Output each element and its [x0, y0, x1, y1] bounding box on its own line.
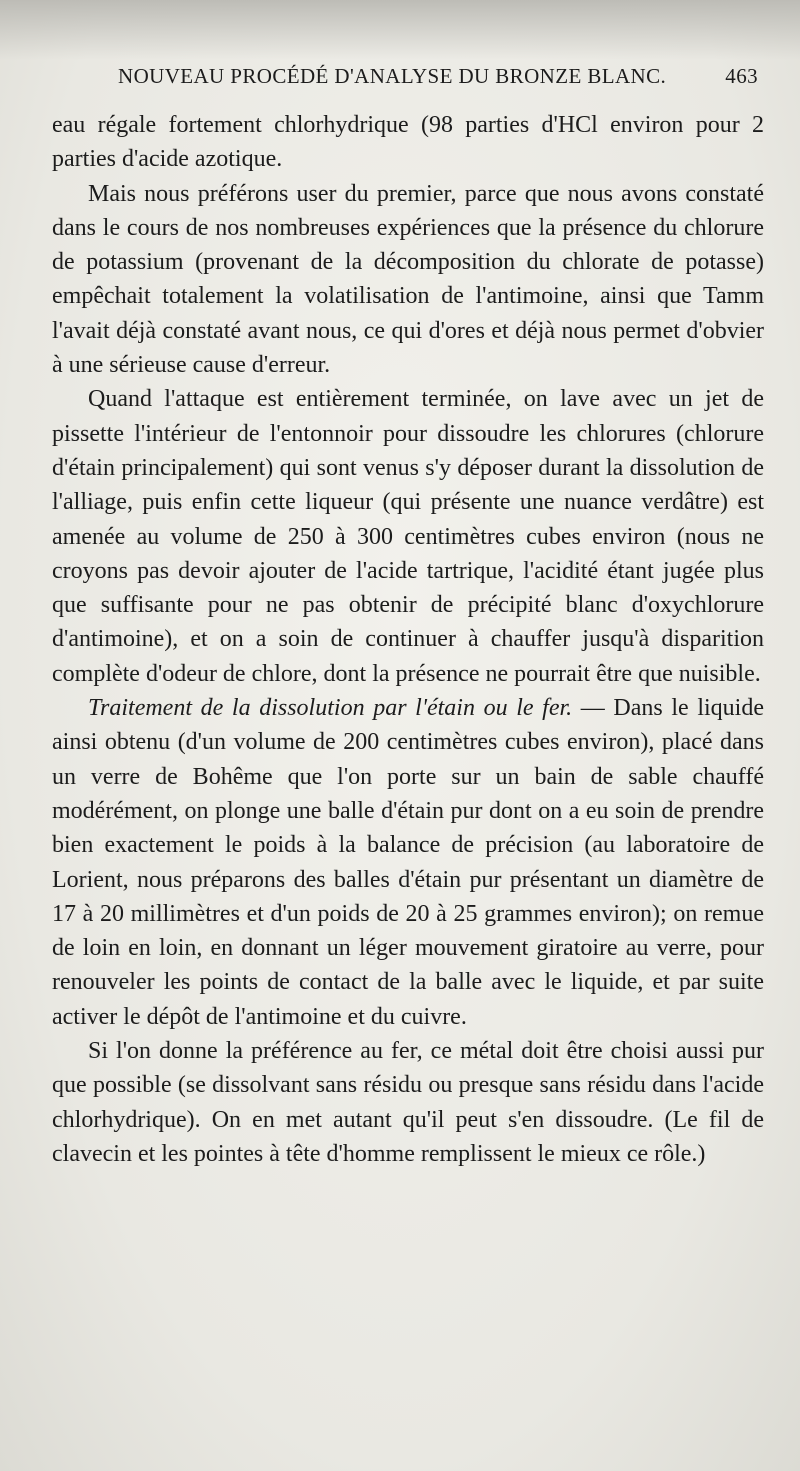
- body-text: [52, 108, 764, 1171]
- paragraph-continued: eau régale fortement chlorhydrique (98 parties d'HCl environ pour 2 parties d'acide azotique.: [52, 112, 764, 173]
- running-head: [118, 64, 758, 94]
- paragraph-preference: Mais nous préférons user du premier, parce que nous avons constaté dans le cours de nos nombreuses expériences que la présence du chlorure de potassium (provenant de la décomposition du chlorate de potasse) empêchait totalement la volatilisation de l'antimoine, ainsi que Tamm l'avait déjà constaté avant nous, ce qui d'ores et déjà nous permet d'obvier à une sérieuse cause d'erreur.: [52, 180, 764, 379]
- page-number: 463: [725, 64, 758, 88]
- paragraph-attack: Quand l'attaque est entièrement terminée, on lave avec un jet de pissette l'intérieur de l'entonnoir pour dissoudre les chlorures (chlorure d'étain principalement) qui sont venus s'y déposer durant la dissolution de l'alliage, puis enfin cette liqueur (qui présente une nuance verdâtre) est amenée au volume de 250 à 300 centimètres cubes environ (nous ne croyons pas devoir ajouter de l'acide tartrique, l'acidité étant jugée plus que suffisante pour ne pas obtenir de précipité blanc d'oxychlorure d'antimoine), et on a soin de continuer à chauffer jusqu'à disparition complète d'odeur de chlore, dont la présence ne pourrait être que nuisible.: [52, 386, 764, 687]
- running-title: NOUVEAU PROCÉDÉ D'ANALYSE DU BRONZE BLANC.: [118, 64, 667, 88]
- treatment-text: — Dans le liquide ainsi obtenu (d'un volume de 200 centimètres cubes environ), placé dans un verre de Bohême que l'on porte sur un bain de sable chauffé modérément, on plonge une balle d'étain pur dont on a eu soin de prendre bien exactement le poids à la balance de précision (au laboratoire de Lorient, nous préparons des balles d'étain pur présentant un diamètre de 17 à 20 millimètres et d'un poids de 20 à 25 grammes environ); on remue de loin en loin, en donnant un léger mouvement giratoire au verre, pour renouveler les points de contact de la balle avec le liquide, et par suite activer le dépôt de l'antimoine et du cuivre.: [52, 695, 764, 1030]
- scan-shadow: [0, 0, 800, 60]
- paragraph-iron: Si l'on donne la préférence au fer, ce métal doit être choisi aussi pur que possible (se dissolvant sans résidu ou presque sans résidu dans l'acide chlorhydrique). On en met autant qu'il peut s'en dissoudre. (Le fil de clavecin et les pointes à tête d'homme remplissent le mieux ce rôle.): [52, 1038, 764, 1167]
- paragraph-treatment: [52, 691, 764, 1034]
- section-rubric: Traitement de la dissolution par l'étain ou le fer.: [88, 695, 573, 722]
